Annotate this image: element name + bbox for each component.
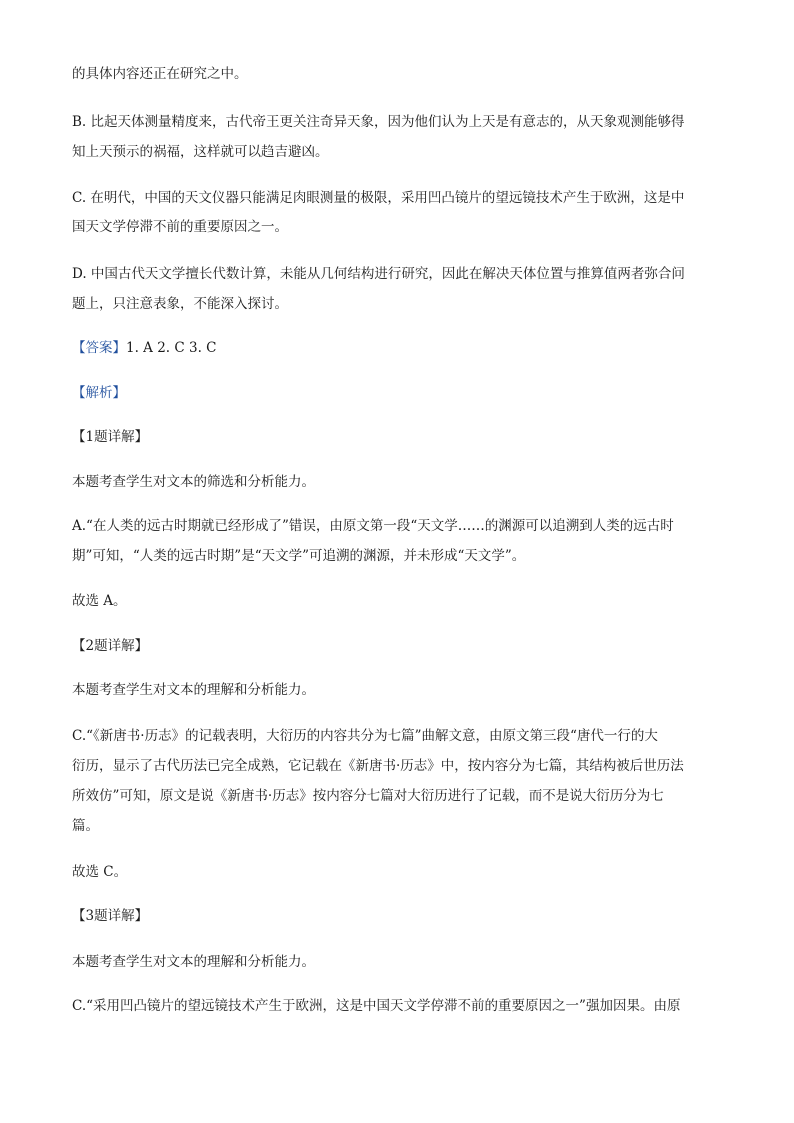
answer-values: 1. A 2. C 3. C [126, 340, 217, 356]
option-b-line-1: B. 比起天体测量精度来，古代帝王更关注奇异天象，因为他们认为上天是有意志的，从天象观测能够得 [72, 114, 685, 130]
explanation-c3-line-1: C.“采用凹凸镜片的望远镜技术产生于欧洲，这是中国天文学停滞不前的重要原因之一”强加因果。由原 [72, 998, 681, 1014]
explanation-c-line-1: C.“《新唐书·历志》的记载表明，大衍历的内容共分为七篇”曲解文意，由原文第三段“唐代一行的大 [72, 728, 658, 744]
choice-a-line: 故选 A。 [72, 593, 127, 609]
explanation-c-line-2: 衍历，显示了古代历法已完全成熟，它记载在《新唐书·历志》中，按内容分为七篇，其结构被后世历法 [72, 758, 684, 774]
document-page [72, 0, 722, 1123]
answer-label: 【答案】 [72, 340, 126, 356]
section-heading-1: 【1题详解】 [72, 429, 149, 445]
explanation-c-line-3: 所效仿”可知，原文是说《新唐书·历志》按内容分七篇对大衍历进行了记载，而不是说大衍历分为七 [72, 788, 664, 804]
answer-line [72, 338, 217, 358]
option-d-line-2: 题上，只注意表象，不能深入探讨。 [72, 296, 288, 312]
explanation-a-line-2: 期”可知，“人类的远古时期”是“天文学”可追溯的渊源，并未形成“天文学”。 [72, 548, 526, 564]
section-heading-2: 【2题详解】 [72, 638, 149, 654]
option-c-line-1: C. 在明代，中国的天文仪器只能满足肉眼测量的极限，采用凹凸镜片的望远镜技术产生于欧洲，这是中 [72, 190, 685, 206]
section-heading-3: 【3题详解】 [72, 908, 149, 924]
option-b-line-2: 知上天预示的祸福，这样就可以趋吉避凶。 [72, 144, 329, 160]
explanation-a-line-1: A.“在人类的远古时期就已经形成了”错误，由原文第一段“天文学……的渊源可以追溯到人类的远古时 [72, 518, 674, 534]
text-line: 本题考查学生对文本的理解和分析能力。 [72, 954, 315, 970]
text-line: 本题考查学生对文本的理解和分析能力。 [72, 682, 315, 698]
text-line: 本题考查学生对文本的筛选和分析能力。 [72, 474, 315, 490]
text-line: 的具体内容还正在研究之中。 [72, 66, 248, 82]
explanation-c-line-4: 篇。 [72, 818, 99, 834]
option-c-line-2: 国天文学停滞不前的重要原因之一。 [72, 219, 288, 235]
choice-c-line: 故选 C。 [72, 864, 128, 880]
analysis-label: 【解析】 [72, 385, 126, 401]
option-d-line-1: D. 中国古代天文学擅长代数计算，未能从几何结构进行研究，因此在解决天体位置与推算值两者弥合问 [72, 266, 685, 282]
